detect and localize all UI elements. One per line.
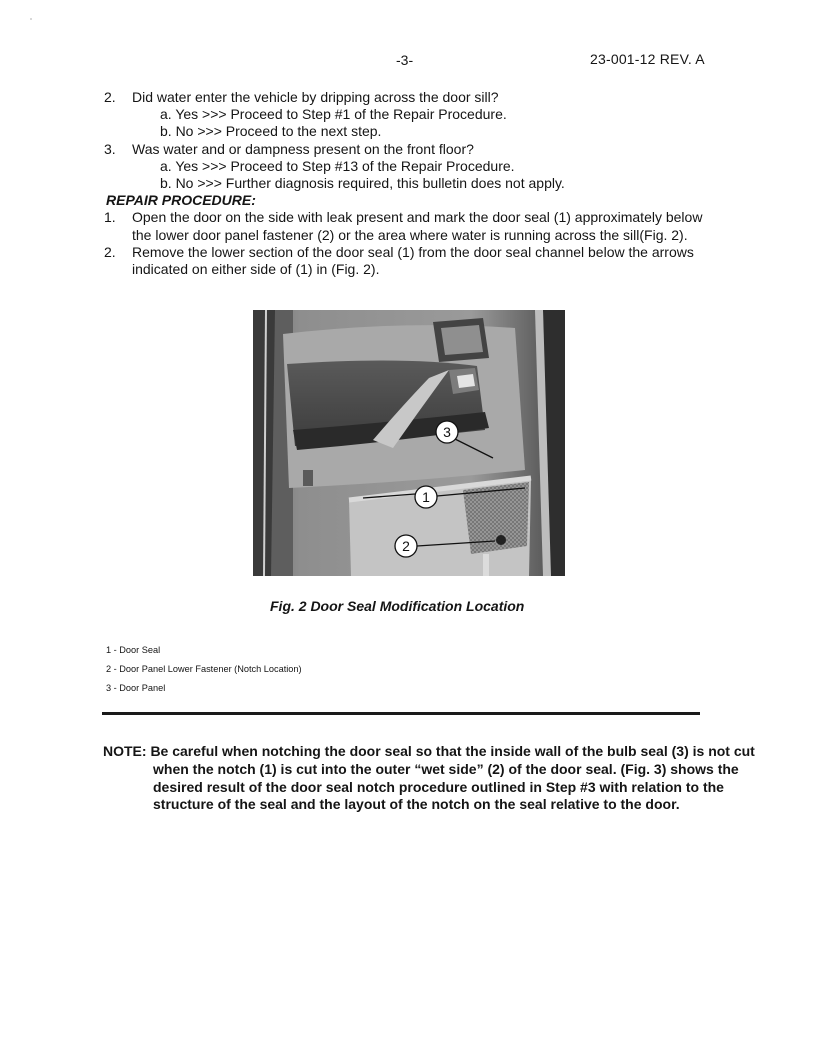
figure-legend (106, 641, 302, 699)
step-text: Remove the lower section of the door seal (1) from the door seal channel below the arrows indicated on either side of (1) in (Fig. 2). (132, 243, 694, 278)
section-divider (102, 712, 700, 715)
question-item (104, 141, 714, 193)
figure-caption: Fig. 2 Door Seal Modification Location (270, 598, 525, 614)
callout-1-label: 1 (422, 489, 430, 505)
answer-yes: a. Yes >>> Proceed to Step #1 of the Repair Procedure. (160, 106, 507, 123)
answer-no: b. No >>> Further diagnosis required, this bulletin does not apply. (160, 175, 565, 192)
legend-item: 2 - Door Panel Lower Fastener (Notch Location) (106, 664, 302, 675)
step-text: Open the door on the side with leak present and mark the door seal (1) approximately below the lower door panel fastener (2) or the area where water is running across the sill(Fig. 2). (132, 209, 703, 243)
step-number: 1. (104, 209, 116, 226)
question-text: Did water enter the vehicle by dripping across the door sill? (132, 89, 499, 105)
callout-3-label: 3 (443, 424, 451, 440)
repair-procedure-heading: REPAIR PROCEDURE: (106, 192, 256, 209)
legend-item: 3 - Door Panel (106, 683, 166, 694)
answer-no: b. No >>> Proceed to the next step. (160, 123, 382, 140)
diagnosis-and-procedure (104, 89, 714, 278)
legend-item: 1 - Door Seal (106, 645, 161, 655)
procedure-step (104, 244, 714, 278)
step-number: 2. (104, 243, 116, 260)
answer-yes: a. Yes >>> Proceed to Step #13 of the Repair Procedure. (160, 157, 515, 174)
document-id: 23-001-12 REV. A (590, 51, 705, 67)
door-panel-photo (253, 310, 565, 576)
callout-2-label: 2 (402, 538, 410, 554)
item-number: 3. (104, 140, 116, 157)
item-number: 2. (104, 89, 116, 105)
question-item (104, 89, 714, 141)
scan-speck (30, 18, 32, 20)
note-paragraph: NOTE: Be careful when notching the door seal so that the inside wall of the bulb seal (3) is not cut when the notch (1) is cut into the outer “wet side” (2) of the door seal. (Fig. 3) shows the desired result of the door seal notch procedure outlined in Step #3 with relation to the structure of the seal and the layout of the notch on the seal relative to the door. (103, 743, 755, 813)
procedure-step (104, 209, 714, 243)
page-number: -3- (396, 52, 414, 68)
question-text: Was water and or dampness present on the front floor? (132, 140, 474, 157)
